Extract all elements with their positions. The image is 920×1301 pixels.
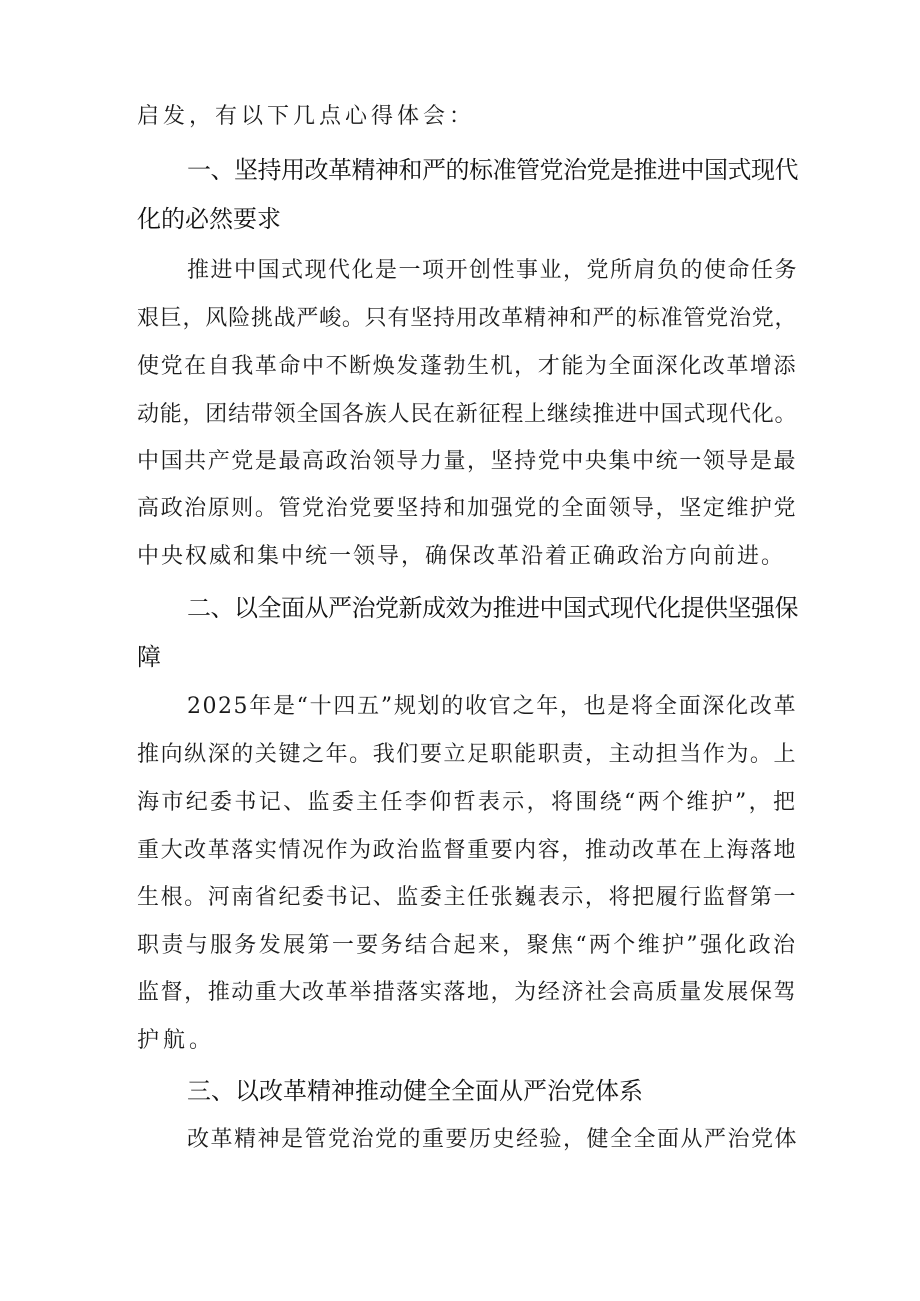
section1-heading-line1: 一、坚持用改革精神和严的标准管党治党是推进中国式现代 [187,156,798,184]
section2-paragraph-line: 海市纪委书记、监委主任李仰哲表示，将围绕“两个维护”，把 [137,790,797,815]
section2-paragraph-line: 监督，推动重大改革举措落实落地，为经济社会高质量发展保驾 [137,980,797,1005]
section1-paragraph-line: 使党在自我革命中不断焕发蓬勃生机，才能为全面深化改革增添 [137,354,797,379]
section1-paragraph-line: 中国共产党是最高政治领导力量，坚持党中央集中统一领导是最 [137,449,797,474]
section2-paragraph-line: 护航。 [137,1028,216,1053]
section1-paragraph-line: 中央权威和集中统一领导，确保改革沿着正确政治方向前进。 [137,544,786,569]
intro-line: 启发，有以下几点心得体会： [137,104,476,129]
section2-paragraph-line: 重大改革落实情况作为政治监督重要内容，推动改革在上海落地 [137,838,797,863]
section2-paragraph-line: 职责与服务发展第一要务结合起来，聚焦“两个维护”强化政治 [137,933,797,958]
section1-paragraph-line: 艰巨，风险挑战严峻。只有坚持用改革精神和严的标准管党治党， [137,306,797,331]
section2-heading-line2: 障 [137,643,161,671]
section1-paragraph-line: 推进中国式现代化是一项开创性事业，党所肩负的使命任务 [187,258,799,283]
section2-paragraph-line: 2025年是“十四五”规划的收官之年，也是将全面深化改革 [187,694,797,719]
section2-heading-line1: 二、以全面从严治党新成效为推进中国式现代化提供坚强保 [187,594,798,622]
section1-heading-line2: 化的必然要求 [137,205,281,233]
section1-paragraph-line: 高政治原则。管党治党要坚持和加强党的全面领导，坚定维护党 [137,496,797,521]
section3-paragraph-line: 改革精神是管党治党的重要历史经验，健全全面从严治党体 [187,1127,799,1152]
section3-heading: 三、以改革精神推动健全全面从严治党体系 [187,1077,643,1105]
section1-paragraph-line: 动能，团结带领全国各族人民在新征程上继续推进中国式现代化。 [137,402,797,427]
section2-paragraph-line: 推向纵深的关键之年。我们要立足职能职责，主动担当作为。上 [137,742,797,767]
section2-paragraph-line: 生根。河南省纪委书记、监委主任张巍表示，将把履行监督第一 [137,885,797,910]
